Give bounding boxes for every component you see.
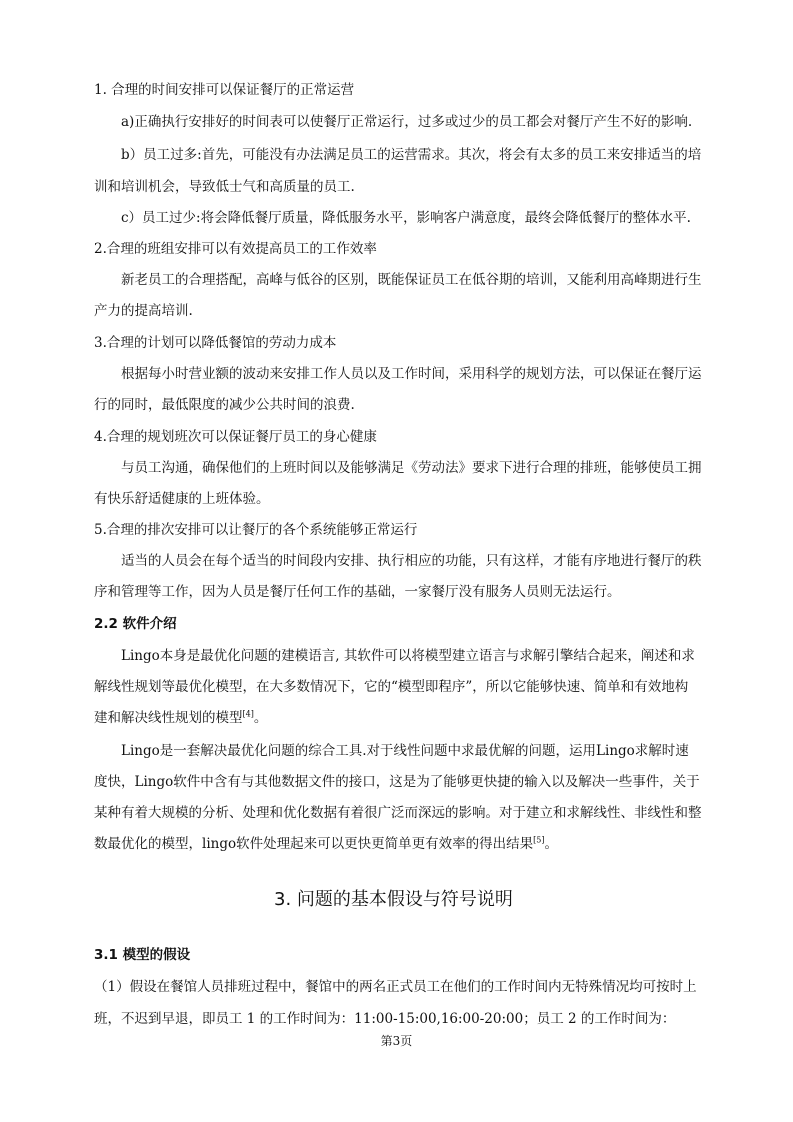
paragraph-line: （1）假设在餐馆人员排班过程中，餐馆中的两名正式员工在他们的工作时间内无特殊情况均可按时上 — [94, 979, 697, 995]
citation-ref: [5] — [533, 835, 545, 845]
section-heading-3: 3. 问题的基本假设与符号说明 — [274, 889, 513, 910]
paragraph-line: 根据每小时营业额的波动来安排工作人员以及工作时间，采用科学的规划方法，可以保证在餐厅运 — [121, 366, 702, 382]
paragraph-line: b）员工过多:首先，可能没有办法满足员工的运营需求。其次，将会有太多的员工来安排适当的培 — [121, 147, 702, 163]
paragraph-line: 序和管理等工作，因为人员是餐厅任何工作的基础，一家餐厅没有服务人员则无法运行。 — [94, 584, 621, 600]
page-number: 第3页 — [380, 1034, 413, 1048]
paragraph-line: a)正确执行安排好的时间表可以使餐厅正常运行，过多或过少的员工都会对餐厅产生不好的影响. — [121, 114, 693, 130]
paragraph-line: 与员工沟通，确保他们的上班时间以及能够满足《劳动法》要求下进行合理的排班，能够使员工拥 — [121, 460, 702, 476]
citation-ref: [4] — [242, 709, 254, 719]
paragraph-line: 产力的提高培训. — [94, 303, 193, 319]
paragraph-line: 行的同时，最低限度的减少公共时间的浪费. — [94, 397, 355, 413]
paragraph-line: 度快，Lingo软件中含有与其他数据文件的接口，这是为了能够更快捷的输入以及解决一些事件，关于 — [94, 774, 700, 790]
paragraph-line: 有快乐舒适健康的上班体验。 — [94, 491, 270, 507]
paragraph-line: c）员工过少:将会降低餐厅质量，降低服务水平，影响客户满意度，最终会降低餐厅的整体水平. — [121, 210, 691, 226]
section-heading-2-2: 2.2 软件介绍 — [94, 616, 177, 632]
paragraph-line — [94, 708, 267, 728]
paragraph-text: 。 — [253, 710, 268, 726]
paragraph-line: 解线性规划等最优化模型，在大多数情况下，它的“模型即程序”，所以它能够快速、简单和有效地构 — [94, 679, 689, 695]
paragraph-line: Lingo本身是最优化问题的建模语言, 其软件可以将模型建立语言与求解引擎结合起来，阐述和求 — [121, 648, 695, 664]
heading-item-1: 1. 合理的时间安排可以保证餐厅的正常运营 — [94, 82, 355, 98]
paragraph-text: 数最优化的模型，lingo软件处理起来可以更快更简单更有效率的得出结果 — [94, 836, 534, 852]
paragraph-line: Lingo是一套解决最优化问题的综合工具.对于线性问题中求最优解的问题，运用Lingo求解时速 — [121, 743, 689, 759]
heading-item-3: 3.合理的计划可以降低餐馆的劳动力成本 — [94, 335, 337, 351]
paragraph-text: 建和解决线性规划的模型 — [94, 710, 243, 726]
paragraph-line: 班，不迟到早退，即员工 1 的工作时间为：11:00-15:00,16:00-20:00；员工 2 的工作时间为： — [94, 1011, 676, 1027]
paragraph-line: 适当的人员会在每个适当的时间段内安排、执行相应的功能，只有这样，才能有序地进行餐厅的秩 — [121, 553, 702, 569]
heading-item-4: 4.合理的规划班次可以保证餐厅员工的身心健康 — [94, 429, 377, 445]
heading-item-5: 5.合理的排次安排可以让餐厅的各个系统能够正常运行 — [94, 522, 418, 538]
paragraph-line: 训和培训机会，导致低士气和高质量的员工. — [94, 179, 355, 195]
section-heading-3-1: 3.1 模型的假设 — [94, 947, 191, 963]
paragraph-line: 某种有着大规模的分析、处理和优化数据有着很广泛而深远的影响。对于建立和求解线性、非线性和整 — [94, 805, 702, 821]
paragraph-text: 。 — [544, 836, 558, 852]
paragraph-line — [94, 834, 558, 854]
heading-item-2: 2.合理的班组安排可以有效提高员工的工作效率 — [94, 241, 377, 257]
paragraph-line: 新老员工的合理搭配，高峰与低谷的区别，既能保证员工在低谷期的培训，又能利用高峰期进行生 — [121, 272, 702, 288]
